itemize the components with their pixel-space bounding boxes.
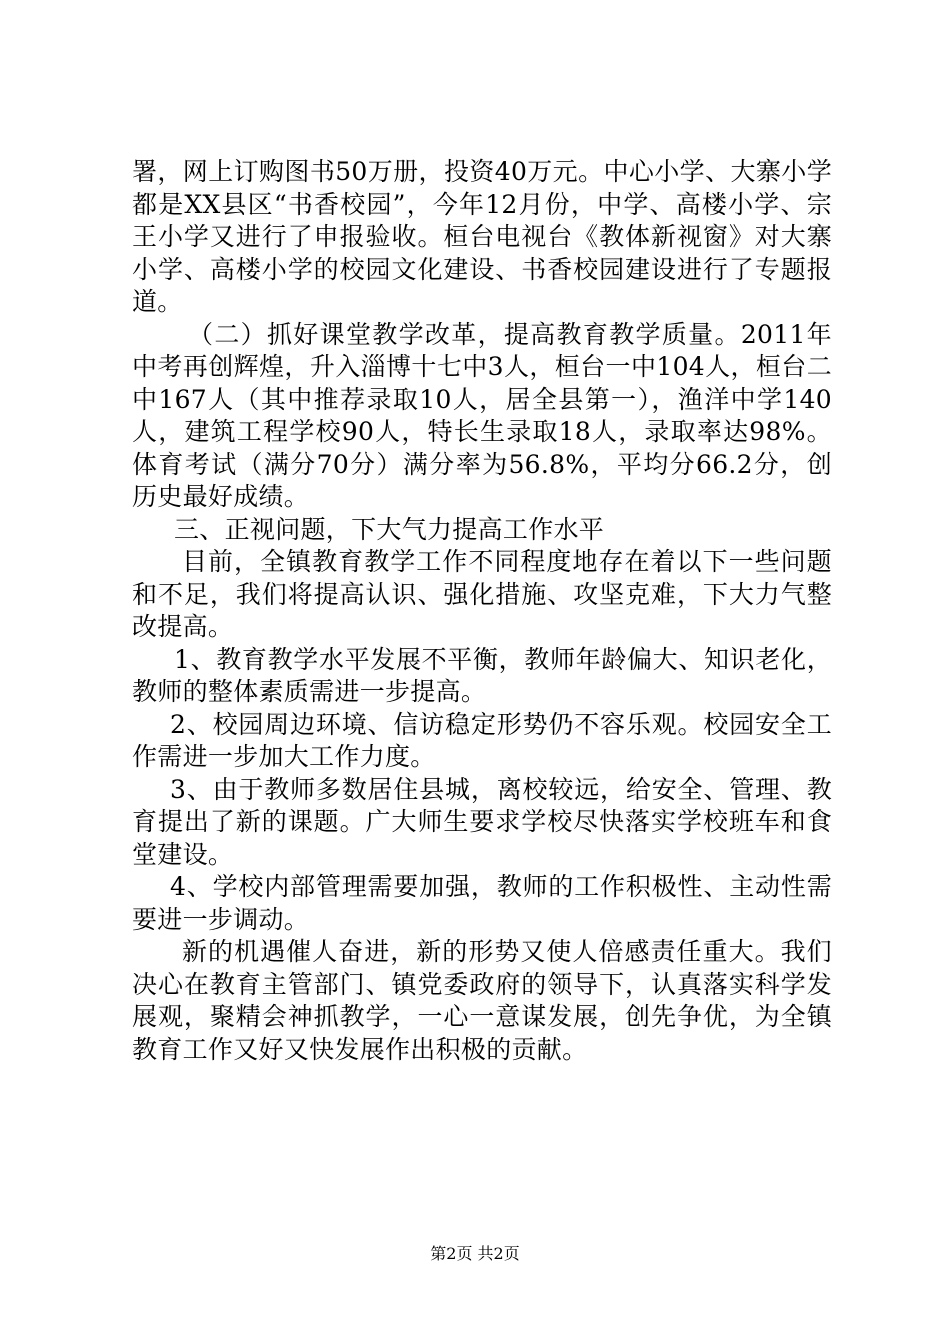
list-item-problem-2: 2、校园周边环境、信访稳定形势仍不容乐观。校园安全工作需进一步加大工作力度。 [132,709,832,771]
paragraph-book-campus: 署，网上订购图书50万册，投资40万元。中心小学、大寨小学都是XX县区“书香校园”，今年12月份，中学、高楼小学、宗王小学又进行了申报验收。桓台电视台《教体新视窗》对大寨小学、高楼小学的校园文化建设、书香校园建设进行了专题报道。 [132,157,832,316]
list-item-problem-1: 1、教育教学水平发展不平衡，教师年龄偏大、知识老化，教师的整体素质需进一步提高。 [132,644,832,706]
paragraph-classroom-reform: （二）抓好课堂教学改革，提高教育教学质量。2011年中考再创辉煌，升入淄博十七中3人，桓台一中104人，桓台二中167人（其中推荐录取10人，居全县第一），渔洋中学140人，建筑工程学校90人，特长生录取18人，录取率达98%。体育考试（满分70分）满分率为56.8%，平均分66.2分，创历史最好成绩。 [132,319,832,511]
paragraph-problems-intro: 目前，全镇教育教学工作不同程度地存在着以下一些问题和不足，我们将提高认识、强化措施、攻坚克难，下大力气整改提高。 [132,547,832,641]
document-body [132,156,832,1066]
list-item-problem-3: 3、由于教师多数居住县城，离校较远，给安全、管理、教育提出了新的课题。广大师生要求学校尽快落实学校班车和食堂建设。 [132,774,832,869]
page-number-footer: 第2页 共2页 [430,1244,520,1263]
paragraph-conclusion: 新的机遇催人奋进，新的形势又使人倍感责任重大。我们决心在教育主管部门、镇党委政府的领导下，认真落实科学发展观，聚精会神抓教学，一心一意谋发展，创先争优，为全镇教育工作又好又快发展作出积极的贡献。 [132,937,832,1064]
section-heading-problems: 三、正视问题，下大气力提高工作水平 [174,514,605,544]
list-item-problem-4: 4、学校内部管理需要加强，教师的工作积极性、主动性需要进一步调动。 [132,872,832,934]
